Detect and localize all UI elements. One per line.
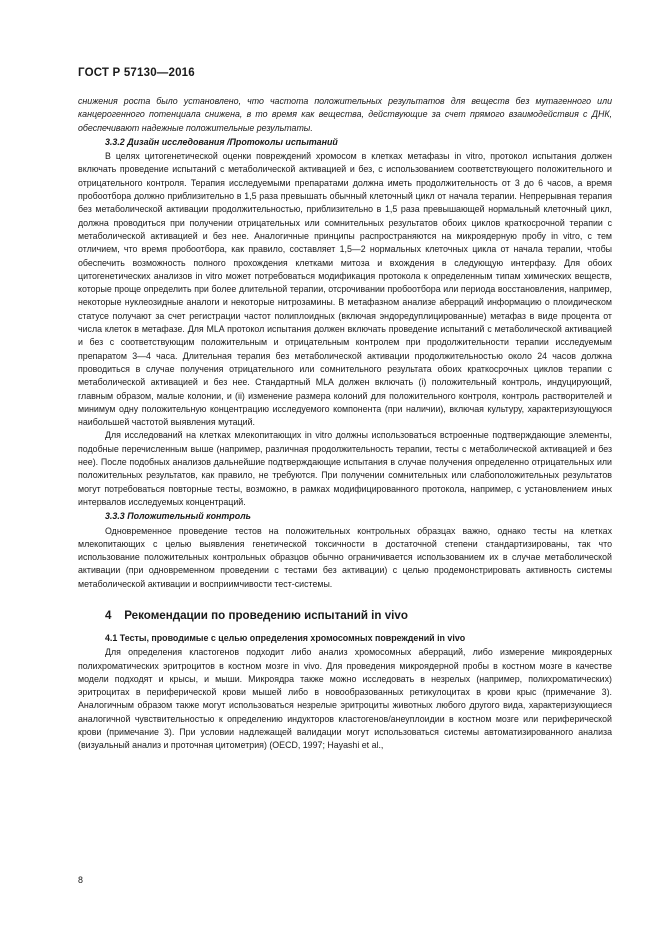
heading-3-3-2: 3.3.2 Дизайн исследования /Протоколы испытаний [105,136,338,147]
paragraph-3-3-3: Одновременное проведение тестов на положительных контрольных образцах важно, однако тесты на клетках млекопитающих с целью выявления генетической токсичности в достаточной степени стандартизированы, так что использование положительных контрольных образцов обычно ограничивается использованием их в случае метаболической активации (при одновременном проведении с тестами без активации) с целью продемонстрировать активность системы метаболической активации и восприимчивости тест-системы. [78,525,612,589]
paragraph-3-3-2-b: Для исследований на клетках млекопитающих in vitro должны использоваться встроенные подтверждающие элементы, подобные перечисленным выше (например, различная продолжительность терапии, тесты с метаболической активацией и без нее). После подобных анализов дальнейшие подтверждающие испытания в случае получения определенно отрицательных или положительных результатов, как правило, не требуются. При получении сомнительных или слабоположительных результатов могут потребоваться повторные тесты, возможно, в рамках модифицированного протокола, например, с установлением иных интервалов исследуемых концентраций. [78,430,612,507]
page-number: 8 [78,875,83,885]
paragraph-3-3-2-a: В целях цитогенетической оценки повреждений хромосом в клетках метафазы in vitro, протокол испытания должен включать проведение испытаний с метаболической активацией и без, с использованием соответствующего положительного и отрицательного контроля. Терапия исследуемыми препаратами должна иметь продолжительность от 3 до 6 часов, а время пробоотбора должно приблизительно в 1,5 раза превышать обычный клеточный цикл от начала терапии. Непрерывная терапия без метаболической активации продолжительностью, приблизительно в 1,5 раза превышающей нормальный клеточный цикл, должна проводиться при получении отрицательных или сомнительных результатов обоих циклов краткосрочной терапии с метаболической активацией и без нее. Аналогичные принципы распространяются на микроядерную пробу in vitro, с тем отличием, что время пробоотбора, как правило, составляет 1,5—2 нормальных клеточных цикла от начала терапии, чтобы обеспечить возможность полного прохождения клетками митоза и вхождения в следующую интерфазу. Для обоих цитогенетических анализов in vitro может потребоваться модификация протокола к определенным типам химических веществ, которые проще определить при более длительной терапии, отсрочивании пробоотбора или периода восстановления, например, некоторые нуклеозидные аналоги и некоторые нитрозамины. В метафазном анализе аберраций информацию о плоидическом статусе получают за счет регистрации частот полиплоидных (включая эндоредуплицированные) метафаз в виде процента от числа клеток в метафазе. Для MLA протокол испытания должен включать проведение испытаний с метаболической активацией и без с соответствующим положительным и отрицательным контролем при продолжительности терапии исследуемым препаратом 3—4 часа. Длительная терапия без метаболической активации продолжительностью около 24 часов должна проводиться в случае получения отрицательного или сомнительного результата обоих краткосрочных циклов терапии с метаболической активацией и без нее. Стандартный MLA должен включать (i) положительный контроль, индуцирующий, главным образом, малые колонии, и (ii) изменение размера колоний для положительного контроля, контроль растворителей и минимум одну положительную концентрацию исследуемого компонента (при наличии), включая культуру, характеризующуюся наибольшей частотой выявления мутаций. [78,151,612,428]
paragraph-4-1: Для определения кластогенов подходит либо анализ хромосомных аберраций, либо измерение микроядерных полихроматических эритроцитов в костном мозге in vivo. Для проведения микроядерной пробы в костном мозге в качестве модели подходят и крысы, и мыши. Микроядра также можно исследовать в незрелых (например, полихроматических) эритроцитах в периферической крови мышей либо в новообразованных ретикулоцитах в крови крыс (примечание 3). Аналогичным образом также могут использоваться незрелые эритроциты животных любого другого вида, характеризующиеся аналогичной чувствительностью к определению индукторов кластогенов/анеуплоидии в костном мозге или периферической крови (примечание 3). При условии надлежащей валидации могут использоваться системы автоматизированного анализа (визуальный анализ и проточная цитометрия) (OECD, 1997; Hayashi et al., [78,647,612,751]
document-body [78,95,612,753]
heading-3-3-3: 3.3.3 Положительный контроль [105,511,251,522]
section-4-number: 4 [105,608,112,622]
heading-4-1: 4.1 Тесты, проводимые с целью определения хромосомных повреждений in vivo [105,632,466,643]
standard-code: ГОСТ Р 57130—2016 [78,67,195,79]
section-4-title: Рекомендации по проведению испытаний in vivo [124,608,408,622]
heading-section-4 [78,608,612,624]
intro-note-continuation: снижения роста было установлено, что частота положительных результатов для веществ без мутагенного или канцерогенного потенциала снижена, в то время как вещества, действующие за счет прямого взаимодействия с ДНК, обеспечивают надежные положительные результаты. [78,96,612,133]
